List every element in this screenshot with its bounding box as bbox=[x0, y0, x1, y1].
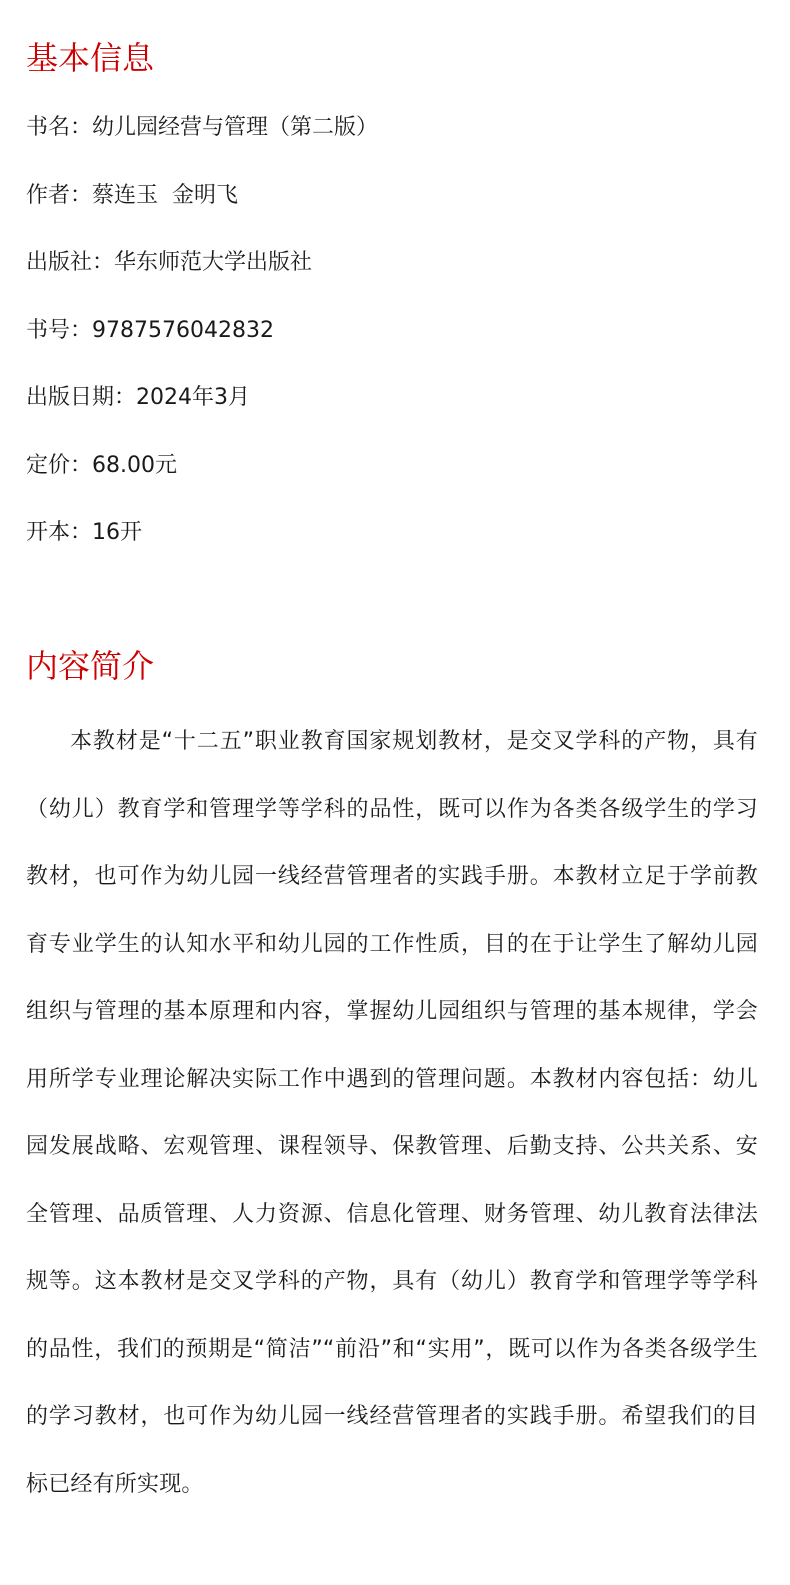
info-value: 68.00元 bbox=[92, 452, 177, 478]
info-value: 16开 bbox=[92, 520, 143, 545]
info-value: 2024年3月 bbox=[136, 385, 251, 410]
info-row-author bbox=[26, 176, 766, 244]
info-label: 定价： bbox=[26, 452, 93, 478]
info-row-publish-date bbox=[26, 378, 766, 446]
info-label: 作者： bbox=[26, 182, 93, 208]
info-label: 书号： bbox=[26, 317, 93, 343]
info-value: 华东师范大学出版社 bbox=[114, 250, 313, 275]
basic-info-heading: 基本信息 bbox=[26, 39, 155, 77]
intro-paragraph: 本教材是“十二五”职业教育国家规划教材，是交叉学科的产物，具有（幼儿）教育学和管理学等学科的品性，既可以作为各类各级学生的学习教材，也可作为幼儿园一线经营管理者的实践手册。本教材立足于学前教育专业学生的认知水平和幼儿园的工作性质，目的在于让学生了解幼儿园组织与管理的基本原理和内容，掌握幼儿园组织与管理的基本规律，学会用所学专业理论解决实际工作中遇到的管理问题。本教材内容包括：幼儿园发展战略、宏观管理、课程领导、保教管理、后勤支持、公共关系、安全管理、品质管理、人力资源、信息化管理、财务管理、幼儿教育法律法规等。这本教材是交叉学科的产物，具有（幼儿）教育学和管理学等学科的品性，我们的预期是“简洁”“前沿”和“实用”，既可以作为各类各级学生的学习教材，也可作为幼儿园一线经营管理者的实践手册。希望我们的目标已经有所实现。 bbox=[26, 729, 758, 1497]
info-row-title bbox=[26, 108, 766, 176]
intro-heading: 内容简介 bbox=[26, 647, 155, 685]
info-row-publisher bbox=[26, 243, 766, 311]
info-label: 出版社： bbox=[26, 250, 115, 275]
info-row-format bbox=[26, 513, 766, 581]
basic-info-list bbox=[26, 108, 766, 581]
info-label: 书名： bbox=[26, 115, 93, 140]
info-row-isbn bbox=[26, 311, 766, 379]
info-row-price bbox=[26, 446, 766, 514]
info-label: 出版日期： bbox=[26, 385, 137, 410]
info-value: 蔡连玉 金明飞 bbox=[92, 182, 239, 208]
info-value: 9787576042832 bbox=[92, 317, 274, 343]
info-value: 幼儿园经营与管理（第二版） bbox=[92, 115, 379, 140]
info-label: 开本： bbox=[26, 520, 93, 545]
